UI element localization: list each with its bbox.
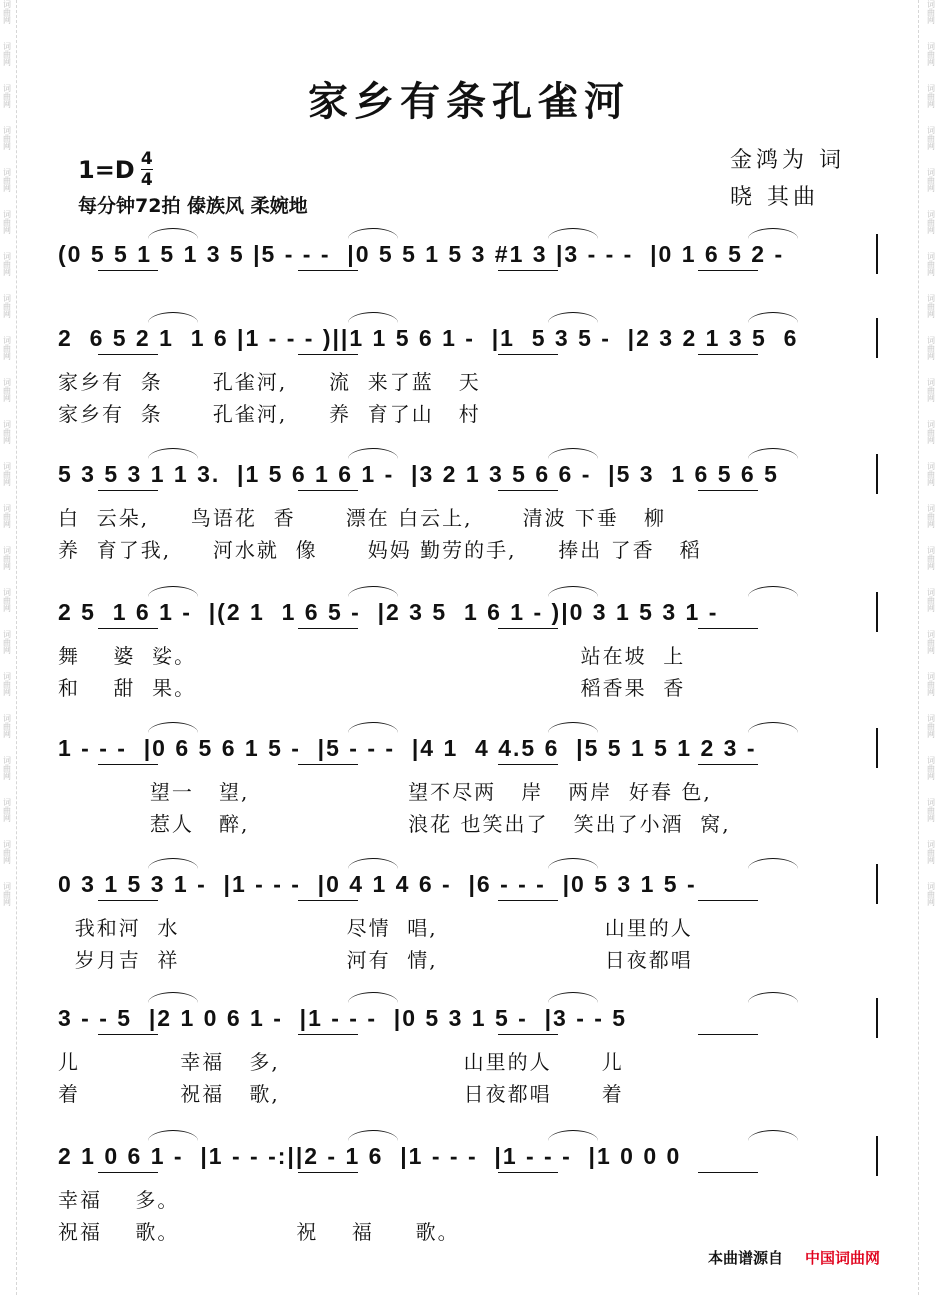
beam-underline [98, 628, 158, 629]
system-end-barline [876, 592, 878, 632]
slur-arc [748, 228, 798, 239]
slur-arc [148, 858, 198, 869]
beam-underline [298, 354, 358, 355]
margin-watermark-text: 词曲网 [2, 126, 12, 150]
margin-watermark-text: 词曲网 [2, 252, 12, 276]
beam-underline [498, 490, 558, 491]
slur-arc [748, 1130, 798, 1141]
slur-arc [748, 448, 798, 459]
lyric-line-1: 舞 婆 娑。 站在坡 上 [58, 644, 686, 668]
margin-watermark-text: 词曲网 [926, 504, 936, 528]
beam-underline [498, 1034, 558, 1035]
lyric-line-1: 家乡有 条 孔雀河, 流 来了蓝 天 [58, 370, 481, 394]
margin-watermark-text: 词曲网 [926, 336, 936, 360]
left-margin-watermark [0, 0, 14, 1295]
beam-underline [698, 900, 758, 901]
system-end-barline [876, 454, 878, 494]
system-end-barline [876, 318, 878, 358]
lyricist-credit: 金鸿为 词 [730, 148, 845, 173]
beam-underline [498, 764, 558, 765]
margin-watermark-text: 词曲网 [2, 84, 12, 108]
beam-underline [298, 628, 358, 629]
margin-watermark-text: 词曲网 [2, 168, 12, 192]
beam-underline [498, 354, 558, 355]
beam-underline [98, 354, 158, 355]
slur-arc [148, 586, 198, 597]
slur-arc [548, 312, 598, 323]
key-signature [78, 150, 153, 189]
notation-line: 2 5 1 6 1 - |(2 1 1 6 5 - |2 3 5 1 6 1 - )|0 3 1 5 3 1 - [58, 599, 719, 625]
beam-underline [498, 1172, 558, 1173]
margin-watermark-text: 词曲网 [926, 840, 936, 864]
lyric-line-2: 惹人 醉, 浪花 也笑出了 笑出了小酒 窝, [58, 812, 731, 836]
beam-underline [98, 764, 158, 765]
margin-watermark-text: 词曲网 [2, 588, 12, 612]
beam-underline [698, 1034, 758, 1035]
beam-underline [98, 1034, 158, 1035]
system-end-barline [876, 1136, 878, 1176]
right-margin-watermark [924, 0, 938, 1295]
lyric-line-2: 祝福 歌。 祝 福 歌。 [58, 1220, 460, 1244]
margin-watermark-text: 词曲网 [2, 336, 12, 360]
notation-line: (0 5 5 1 5 1 3 5 |5 - - - |0 5 5 1 5 3 #1 3 |3 - - - |0 1 6 5 2 - [58, 241, 785, 267]
margin-watermark-text: 词曲网 [926, 546, 936, 570]
margin-watermark-text: 词曲网 [2, 756, 12, 780]
margin-watermark-text: 词曲网 [926, 714, 936, 738]
slur-arc [348, 228, 398, 239]
source-footer [708, 1247, 880, 1268]
slur-arc [548, 448, 598, 459]
composer-credit: 晓 其曲 [730, 185, 819, 210]
margin-watermark-text: 词曲网 [926, 672, 936, 696]
beam-underline [98, 490, 158, 491]
notation-line: 2 6 5 2 1 1 6 |1 - - - )||1 1 5 6 1 - |1 5 3 5 - |2 3 2 1 3 5 6 [58, 325, 799, 351]
slur-arc [548, 228, 598, 239]
margin-watermark-text: 词曲网 [2, 420, 12, 444]
slur-arc [348, 858, 398, 869]
lyric-line-2: 着 祝福 歌, 日夜都唱 着 [58, 1082, 624, 1106]
beam-underline [698, 490, 758, 491]
beam-underline [698, 1172, 758, 1173]
slur-arc [548, 1130, 598, 1141]
margin-watermark-text: 词曲网 [926, 168, 936, 192]
lyric-line-1: 幸福 多。 [58, 1188, 180, 1212]
slur-arc [348, 1130, 398, 1141]
source-label: 本曲谱源自 [708, 1249, 784, 1267]
slur-arc [148, 722, 198, 733]
notation-line: 5 3 5 3 1 1 3. |1 5 6 1 6 1 - |3 2 1 3 5 6 6 - |5 3 1 6 5 6 5 [58, 461, 779, 487]
meter-bottom: 4 [140, 170, 153, 190]
slur-arc [748, 586, 798, 597]
lyric-line-1: 我和河 水 尽情 唱, 山里的人 [58, 916, 693, 940]
beam-underline [498, 628, 558, 629]
notation-line: 2 1 0 6 1 - |1 - - -:||2 - 1 6 |1 - - - |1 - - - |1 0 0 0 [58, 1143, 682, 1169]
lyric-line-1: 望一 望, 望不尽两 岸 两岸 好春 色, [58, 780, 712, 804]
margin-watermark-text: 词曲网 [2, 378, 12, 402]
margin-watermark-text: 词曲网 [2, 798, 12, 822]
system-end-barline [876, 864, 878, 904]
slur-arc [548, 722, 598, 733]
tempo-marking: 每分钟72拍 傣族风 柔婉地 [78, 195, 308, 217]
lyric-line-1: 白 云朵, 鸟语花 香 漂在 白云上, 清波 下垂 柳 [58, 506, 667, 530]
beam-underline [98, 270, 158, 271]
beam-underline [698, 270, 758, 271]
margin-watermark-text: 词曲网 [2, 504, 12, 528]
beam-underline [298, 1034, 358, 1035]
slur-arc [748, 312, 798, 323]
margin-watermark-text: 词曲网 [2, 714, 12, 738]
right-margin-divider [918, 0, 919, 1295]
song-title: 家乡有条孔雀河 [308, 78, 630, 125]
beam-underline [698, 628, 758, 629]
margin-watermark-text: 词曲网 [2, 672, 12, 696]
lyric-line-2: 岁月吉 祥 河有 情, 日夜都唱 [58, 948, 693, 972]
margin-watermark-text: 词曲网 [926, 294, 936, 318]
margin-watermark-text: 词曲网 [2, 0, 12, 24]
slur-arc [748, 992, 798, 1003]
slur-arc [348, 722, 398, 733]
margin-watermark-text: 词曲网 [926, 42, 936, 66]
slur-arc [348, 312, 398, 323]
slur-arc [748, 722, 798, 733]
beam-underline [498, 270, 558, 271]
beam-underline [698, 764, 758, 765]
margin-watermark-text: 词曲网 [926, 210, 936, 234]
lyric-line-2: 和 甜 果。 稻香果 香 [58, 676, 686, 700]
margin-watermark-text: 词曲网 [2, 462, 12, 486]
margin-watermark-text: 词曲网 [2, 210, 12, 234]
notation-line: 0 3 1 5 3 1 - |1 - - - |0 4 1 4 6 - |6 - - - |0 5 3 1 5 - [58, 871, 697, 897]
slur-arc [148, 228, 198, 239]
beam-underline [298, 900, 358, 901]
margin-watermark-text: 词曲网 [926, 84, 936, 108]
margin-watermark-text: 词曲网 [926, 798, 936, 822]
slur-arc [148, 992, 198, 1003]
margin-watermark-text: 词曲网 [926, 882, 936, 906]
margin-watermark-text: 词曲网 [2, 630, 12, 654]
margin-watermark-text: 词曲网 [926, 462, 936, 486]
lyric-line-1: 儿 幸福 多, 山里的人 儿 [58, 1050, 624, 1074]
beam-underline [298, 764, 358, 765]
beam-underline [298, 270, 358, 271]
margin-watermark-text: 词曲网 [926, 756, 936, 780]
margin-watermark-text: 词曲网 [2, 882, 12, 906]
beam-underline [498, 900, 558, 901]
left-margin-divider [16, 0, 17, 1295]
slur-arc [348, 992, 398, 1003]
margin-watermark-text: 词曲网 [926, 630, 936, 654]
slur-arc [148, 448, 198, 459]
key-label: 1=D [78, 155, 135, 184]
notation-line: 3 - - 5 |2 1 0 6 1 - |1 - - - |0 5 3 1 5 - |3 - - 5 [58, 1005, 628, 1031]
system-end-barline [876, 998, 878, 1038]
beam-underline [98, 900, 158, 901]
beam-underline [298, 490, 358, 491]
system-end-barline [876, 234, 878, 274]
slur-arc [148, 1130, 198, 1141]
site-name: 中国词曲网 [805, 1249, 881, 1267]
system-end-barline [876, 728, 878, 768]
slur-arc [748, 858, 798, 869]
margin-watermark-text: 词曲网 [2, 42, 12, 66]
slur-arc [548, 992, 598, 1003]
time-signature [141, 150, 153, 189]
margin-watermark-text: 词曲网 [926, 420, 936, 444]
slur-arc [348, 586, 398, 597]
margin-watermark-text: 词曲网 [926, 126, 936, 150]
slur-arc [548, 858, 598, 869]
lyric-line-2: 家乡有 条 孔雀河, 养 育了山 村 [58, 402, 481, 426]
meter-top: 4 [140, 149, 153, 169]
lyric-line-2: 养 育了我, 河水就 像 妈妈 勤劳的手, 捧出 了香 稻 [58, 538, 702, 562]
margin-watermark-text: 词曲网 [2, 294, 12, 318]
notation-line: 1 - - - |0 6 5 6 1 5 - |5 - - - |4 1 4 4.5 6 |5 5 1 5 1 2 3 - [58, 735, 757, 761]
margin-watermark-text: 词曲网 [2, 546, 12, 570]
margin-watermark-text: 词曲网 [926, 588, 936, 612]
margin-watermark-text: 词曲网 [926, 252, 936, 276]
margin-watermark-text: 词曲网 [926, 378, 936, 402]
margin-watermark-text: 词曲网 [926, 0, 936, 24]
slur-arc [548, 586, 598, 597]
margin-watermark-text: 词曲网 [2, 840, 12, 864]
slur-arc [148, 312, 198, 323]
slur-arc [348, 448, 398, 459]
beam-underline [698, 354, 758, 355]
beam-underline [98, 1172, 158, 1173]
beam-underline [298, 1172, 358, 1173]
